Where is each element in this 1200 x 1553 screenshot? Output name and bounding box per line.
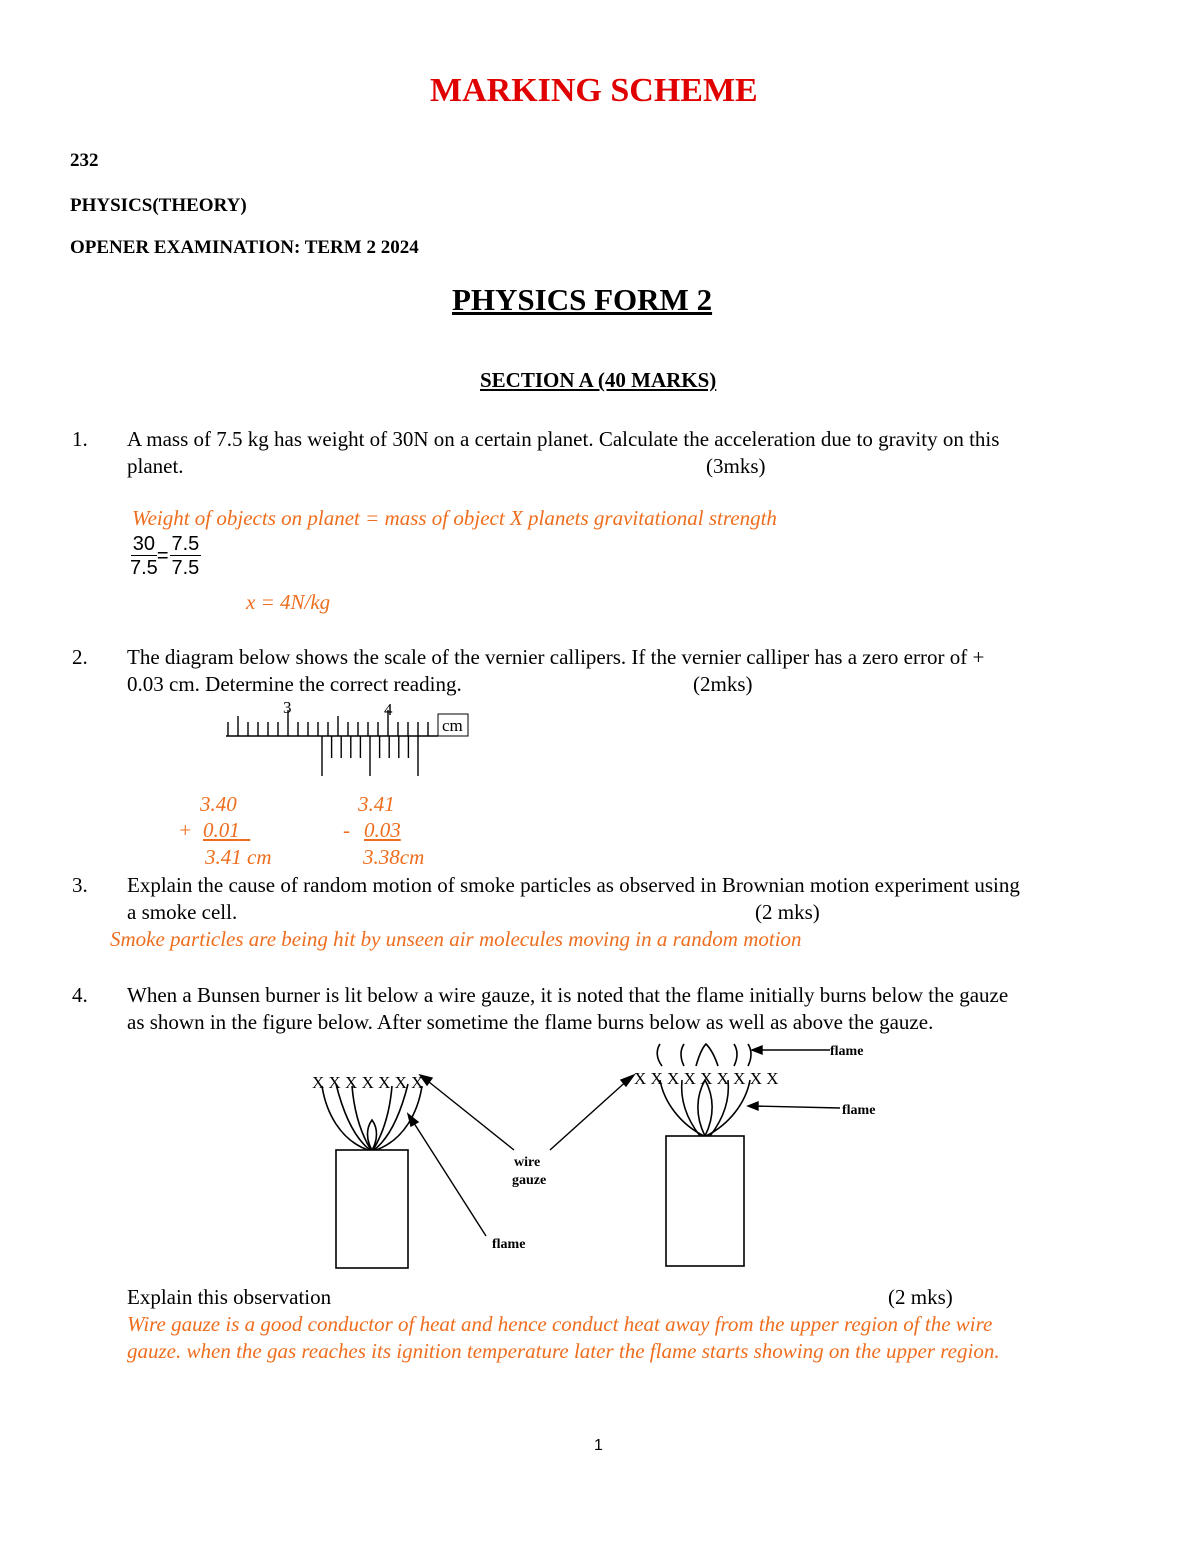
calc-left-b: 0.01 — [203, 818, 240, 842]
question-marks: (2 mks) — [755, 900, 820, 924]
question-number: 1. — [72, 427, 88, 451]
working-fraction — [128, 533, 201, 580]
bunsen-burner-figure — [300, 1040, 900, 1270]
question-prompt: Explain this observation — [127, 1285, 332, 1309]
question-marks: (2mks) — [693, 672, 753, 696]
form-heading: PHYSICS FORM 2 — [452, 282, 713, 317]
flame-label-top: flame — [830, 1044, 864, 1059]
exam-name: OPENER EXAMINATION: TERM 2 2024 — [70, 237, 419, 258]
question-text: 0.03 cm. Determine the correct reading. — [127, 672, 462, 696]
flame-label-bottom: flame — [492, 1237, 526, 1252]
calc-right-op: - — [343, 818, 350, 842]
question-number: 4. — [72, 983, 88, 1007]
lower-flame — [660, 1080, 750, 1136]
vernier-scale-ticks — [322, 736, 418, 776]
section-heading: SECTION A (40 MARKS) — [480, 368, 717, 392]
scale-label-3: 3 — [283, 698, 292, 717]
calc-left-a: 3.40 — [200, 792, 237, 816]
main-scale-ticks — [228, 710, 428, 736]
calc-left-op: + — [178, 818, 193, 842]
paper-subject: PHYSICS(THEORY) — [70, 195, 247, 216]
question-text: a smoke cell. — [127, 900, 238, 924]
burner-tube — [666, 1136, 744, 1266]
question-text: When a Bunsen burner is lit below a wire gauze, it is noted that the flame initially burns below the gauze — [127, 983, 1009, 1007]
calc-right-result: 3.38cm — [363, 845, 425, 869]
question-text: planet. — [127, 454, 184, 478]
question-number: 3. — [72, 873, 88, 897]
document-title: MARKING SCHEME — [430, 72, 758, 109]
gauze-crosses: X X X X X X X X X — [634, 1069, 779, 1088]
paper-code: 232 — [70, 150, 99, 171]
vernier-scale-diagram — [220, 696, 480, 782]
answer-result: x = 4N/kg — [246, 590, 331, 614]
question-text: The diagram below shows the scale of the vernier callipers. If the vernier calliper has a zero error of + — [127, 645, 985, 669]
question-text: Explain the cause of random motion of smoke particles as observed in Brownian motion experiment using — [127, 873, 1020, 897]
right-burner — [634, 1044, 779, 1266]
flame-label-mid: flame — [842, 1103, 876, 1118]
upper-flame — [657, 1044, 751, 1066]
fraction: $\frac{30}{7.5}$ — [130, 533, 158, 579]
question-marks: (3mks) — [706, 454, 766, 478]
page-number: 1 — [594, 1437, 603, 1454]
scale-label-4: 4 — [384, 700, 393, 719]
equals-sign: = — [156, 545, 169, 567]
calc-right-b: 0.03 — [364, 818, 401, 842]
question-marks: (2 mks) — [888, 1285, 953, 1309]
fraction: $\frac{7.5}{7.5}$ — [171, 533, 200, 579]
calc-right-a: 3.41 — [358, 792, 395, 816]
wire-gauze-label: gauze — [512, 1173, 547, 1188]
left-burner — [312, 1073, 423, 1268]
answer-text: gauze. when the gas reaches its ignition temperature later the flame starts showing on the upper region. — [127, 1339, 1000, 1363]
wire-gauze-label: wire — [514, 1155, 541, 1170]
question-text: as shown in the figure below. After sometime the flame burns below as well as above the gauze. — [127, 1010, 934, 1034]
scale-unit-label: cm — [442, 716, 463, 735]
question-text: A mass of 7.5 kg has weight of 30N on a certain planet. Calculate the acceleration due to gravity on this — [127, 427, 1000, 451]
lower-flame — [322, 1084, 422, 1150]
question-number: 2. — [72, 645, 88, 669]
calc-left-result: 3.41 cm — [205, 845, 272, 869]
burner-tube — [336, 1150, 408, 1268]
answer-text: Wire gauze is a good conductor of heat and hence conduct heat away from the upper region of the wire — [127, 1312, 993, 1336]
gauze-crosses: X X X X X X X — [312, 1073, 424, 1092]
answer-text: Smoke particles are being hit by unseen air molecules moving in a random motion — [110, 927, 802, 951]
answer-text: Weight of objects on planet = mass of object X planets gravitational strength — [132, 506, 777, 530]
